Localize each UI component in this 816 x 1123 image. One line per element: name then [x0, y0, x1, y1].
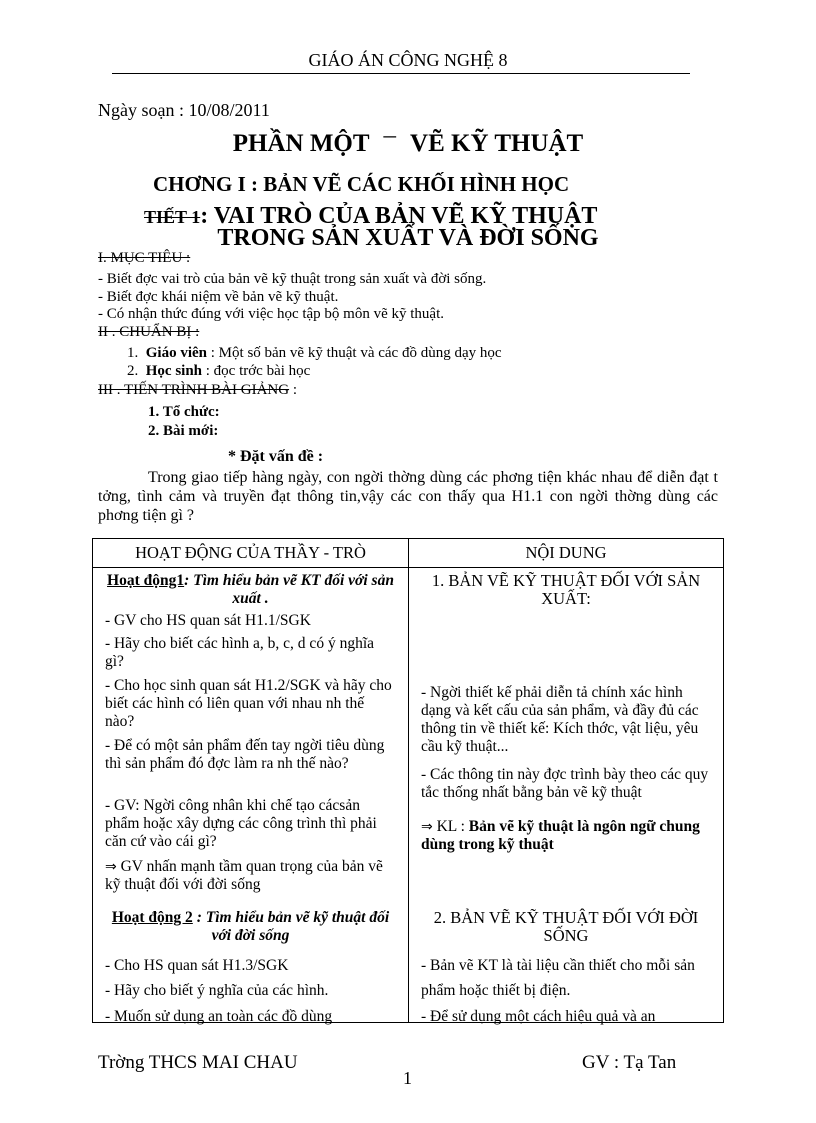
- activity1-heading: [105, 572, 396, 608]
- activity2-label: Hoạt động 2: [111, 909, 193, 926]
- progress-item: 1. Tổ chức:: [148, 404, 220, 420]
- activity1-conclusion-text: GV nhấn mạnh tầm quan trọng của bản vẽ kỹ thuật đối với đời sống: [105, 858, 383, 893]
- intro-paragraph: Trong giao tiếp hàng ngày, con ngời thờng dùng các phơng tiện khác nhau để diễn đạt t tởng, tình cảm và truyền đạt thông tin,vậy các con thấy qua H1.1 con ngời thờng dùng các phơng tiện gì ?: [98, 469, 718, 524]
- activity1-item: - Cho học sinh quan sát H1.2/SGK và hãy cho biết các hình có liên quan với nhau nh thế nào?: [105, 677, 392, 730]
- activities-cell: [93, 568, 409, 1023]
- activity1-conclusion: [105, 858, 396, 894]
- footer-school: Trờng THCS MAI CHAU: [98, 1052, 298, 1073]
- header-divider: [112, 73, 690, 74]
- activity-table: [92, 538, 724, 1023]
- content-heading-1: 1. BẢN VẼ KỸ THUẬT ĐỐI VỚI SẢN XUẤT:: [431, 571, 701, 608]
- content-conclusion-label: KL :: [432, 818, 469, 835]
- part-title-right: VẼ KỸ THUẬT: [410, 130, 584, 157]
- table-header-content: NỘI DUNG: [409, 539, 724, 568]
- preparation-num: 1.: [127, 345, 139, 361]
- objective-item: - Có nhận thức đúng với việc học tập bộ môn vẽ kỹ thuật.: [98, 306, 444, 322]
- preparation-item: [127, 363, 310, 380]
- activity1-item: - Để có một sản phẩm đến tay ngời tiêu dùng thì sản phẩm đó đợc làm ra nh thế nào?: [105, 737, 385, 772]
- section-preparation-heading: II . CHUẨN BỊ :: [98, 324, 200, 340]
- preparation-num: 2.: [127, 363, 139, 379]
- content-conclusion: [421, 818, 711, 854]
- arrow-icon: ⇒: [105, 859, 117, 875]
- lesson-title-line2: TRONG SẢN XUẤT VÀ ĐỜI SỐNG: [217, 225, 599, 251]
- table-row: [93, 568, 724, 1023]
- problem-heading: * Đặt vấn đề :: [228, 448, 324, 465]
- objective-item: - Biết đợc khái niệm về bản vẽ kỹ thuật.: [98, 289, 339, 305]
- table-header-activities: HOẠT ĐỘNG CỦA THẦY - TRÒ: [93, 539, 409, 568]
- activity1-item: - GV: Ngời công nhân khi chế tạo cácsản phẩm hoặc xây dựng các công trình thì phải căn cứ vào cái gì?: [105, 797, 377, 850]
- footer-teacher: GV : Tạ Tan: [582, 1052, 677, 1073]
- table-header-row: [93, 539, 724, 568]
- preparation-label: Giáo viên: [145, 345, 208, 361]
- part-title: [0, 122, 816, 158]
- preparation-text: : đọc trớc bài học: [202, 363, 311, 379]
- activity2-heading: [105, 909, 396, 945]
- progress-item: 2. Bài mới:: [148, 423, 219, 439]
- activity2-item: - Muốn sử dụng an toàn các đồ dùng: [105, 1008, 333, 1025]
- preparation-label: Học sinh: [145, 363, 203, 379]
- content-conclusion-text: Bản vẽ kỹ thuật là ngôn ngữ chung dùng trong kỹ thuật: [421, 818, 700, 853]
- activity2-title: : Tìm hiểu bản vẽ kỹ thuật đối với đời sống: [192, 909, 390, 944]
- activity1-label: Hoạt động1: [107, 572, 185, 589]
- activity1-item: - Hãy cho biết các hình a, b, c, d có ý nghĩa gì?: [105, 635, 375, 670]
- content-paragraph: - Bản vẽ KT là tài liệu cần thiết cho mỗi sản phẩm hoặc thiết bị điện.: [421, 957, 695, 999]
- preparation-text: : Một số bản vẽ kỹ thuật và các đồ dùng dạy học: [207, 345, 502, 361]
- activity1-title: : Tìm hiểu bản vẽ KT đối với sản xuất .: [184, 572, 394, 607]
- part-title-left: PHẦN MỘT: [232, 130, 370, 157]
- arrow-icon: ⇒: [421, 819, 433, 835]
- chapter-title: CHƠNG I : BẢN VẼ CÁC KHỐI HÌNH HỌC: [153, 172, 570, 196]
- content-heading-2: 2. BẢN VẼ KỸ THUẬT ĐỐI VỚI ĐỜI SỐNG: [433, 908, 699, 945]
- section-progress-heading-suffix: :: [289, 382, 298, 398]
- content-paragraph: - Ngời thiết kế phải diễn tả chính xác hình dạng và kết cấu của sản phẩm, và đầy đủ các thông tin về thiết kế: Kích thớc, vật liệu, yêu cầu kỹ thuật...: [421, 684, 699, 755]
- content-paragraph: - Các thông tin này đợc trình bày theo các quy tắc thống nhất bằng bản vẽ kỹ thuật: [421, 766, 709, 801]
- section-objectives-heading: I. MỤC TIÊU :: [98, 250, 191, 266]
- lesson-title-text1: : VAI TRÒ CỦA BẢN VẼ KỸ THUẬT: [200, 203, 598, 229]
- section-progress-heading-text: III . TIẾN TRÌNH BÀI GIẢNG: [98, 382, 290, 398]
- footer-page-number: 1: [403, 1068, 412, 1088]
- lesson-number: TIẾT 1: [144, 207, 201, 227]
- document-header-title: GIÁO ÁN CÔNG NGHỆ 8: [308, 50, 508, 70]
- part-title-dash: –: [383, 122, 397, 149]
- section-progress-heading: [98, 382, 297, 399]
- activity2-item: - Hãy cho biết ý nghĩa của các hình.: [105, 982, 329, 999]
- content-paragraph: - Để sử dụng một cách hiệu quả và an: [421, 1008, 656, 1025]
- activity2-item: - Cho HS quan sát H1.3/SGK: [105, 957, 289, 974]
- objective-item: - Biết đợc vai trò của bản vẽ kỹ thuật trong sản xuất và đời sống.: [98, 271, 487, 287]
- prep-date: Ngày soạn : 10/08/2011: [98, 100, 270, 120]
- content-cell: [409, 568, 724, 1023]
- activity1-item: - GV cho HS quan sát H1.1/SGK: [105, 612, 311, 629]
- preparation-item: [127, 345, 502, 362]
